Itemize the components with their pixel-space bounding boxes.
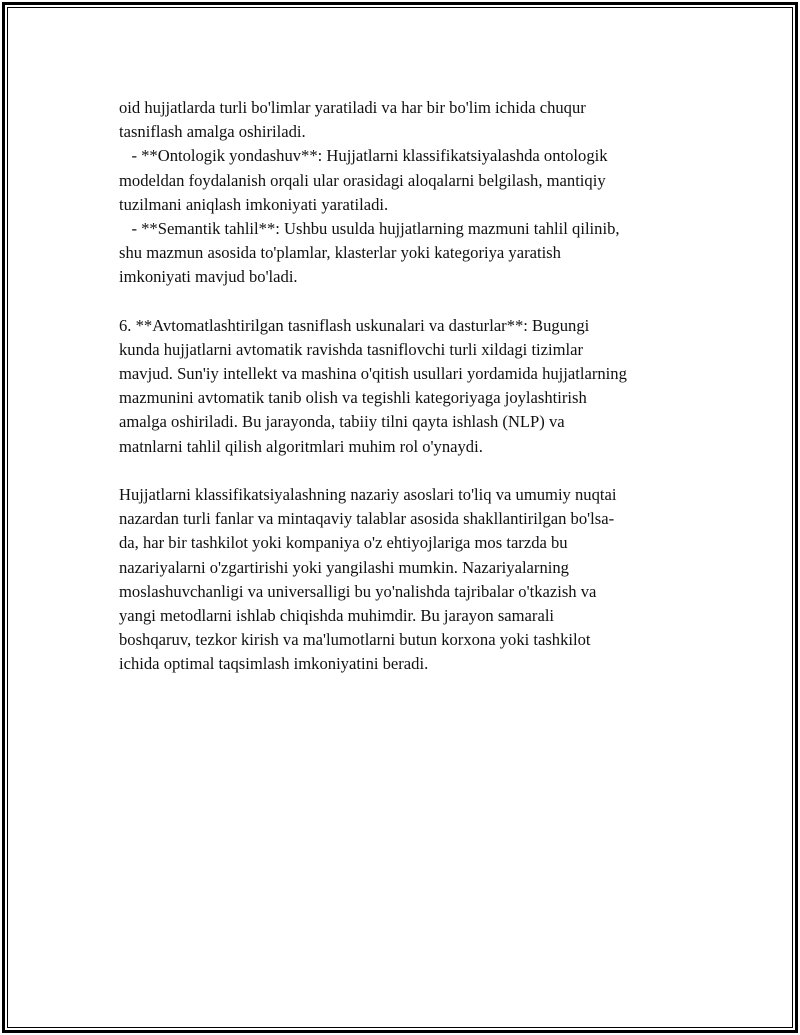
text-line: da, har bir tashkilot yoki kompaniya o'z ehtiyojlariga mos tarzda bu [119, 533, 568, 553]
text-line: matnlarni tahlil qilish algoritmlari muhim rol o'ynaydi. [119, 436, 483, 456]
text-line: mazmunini avtomatik tanib olish va tegishli kategoriyaga joylashtirish [119, 388, 587, 408]
text-line: oid hujjatlarda turli bo'limlar yaratiladi va har bir bo'lim ichida chuqur [119, 98, 586, 117]
text-line: nazardan turli fanlar va mintaqaviy talablar asosida shakllantirilgan bo'lsa- [119, 509, 615, 529]
text-line: imkoniyati mavjud bo'ladi. [119, 267, 298, 287]
text-line: kunda hujjatlarni avtomatik ravishda tasniflovchi turli xildagi tizimlar [119, 339, 584, 359]
document-body [119, 96, 689, 677]
automated-tools-paragraph [119, 314, 689, 459]
semantic-analysis-item [119, 217, 689, 290]
text-line: boshqaruv, tezkor kirish va ma'lumotlarni butun korxona yoki tashkilot [119, 630, 591, 650]
text-line: amalga oshiriladi. Bu jarayonda, tabiiy tilni qayta ishlash (NLP) va [119, 412, 565, 432]
text-line: tasniflash amalga oshiriladi. [119, 122, 306, 142]
paragraph-spacer [119, 290, 689, 314]
ontological-approach-item [119, 144, 689, 217]
text-line: 6. **Avtomatlashtirilgan tasniflash uskunalari va dasturlar**: Bugungi [119, 315, 590, 335]
paragraph-spacer [119, 459, 689, 483]
page-border [2, 2, 798, 1033]
text-line: nazariyalarni o'zgartirishi yoki yangilashi mumkin. Nazariyalarning [119, 557, 569, 577]
text-line: - **Semantik tahlil**: Ushbu usulda hujjatlarning mazmuni tahlil qilinib, [119, 218, 620, 238]
text-line: - **Ontologik yondashuv**: Hujjatlarni klassifikatsiyalashda ontologik [119, 146, 608, 166]
text-line: Hujjatlarni klassifikatsiyalashning nazariy asoslari to'liq va umumiy nuqtai [119, 485, 617, 504]
text-line: moslashuvchanligi va universalligi bu yo'nalishda tajribalar o'tkazish va [119, 581, 597, 601]
text-line: yangi metodlarni ishlab chiqishda muhimdir. Bu jarayon samarali [119, 605, 555, 625]
text-line: tuzilmani aniqlash imkoniyati yaratiladi. [119, 194, 389, 214]
text-line: shu mazmun asosida to'plamlar, klasterlar yoki kategoriya yaratish [119, 243, 561, 263]
text-line: mavjud. Sun'iy intellekt va mashina o'qitish usullari yordamida hujjatlarning [119, 364, 627, 384]
conclusion-paragraph [119, 483, 689, 677]
text-line: modeldan foydalanish orqali ular orasidagi aloqalarni belgilash, mantiqiy [119, 170, 606, 190]
text-line: ichida optimal taqsimlash imkoniyatini beradi. [119, 654, 429, 674]
continuation-paragraph [119, 96, 689, 144]
